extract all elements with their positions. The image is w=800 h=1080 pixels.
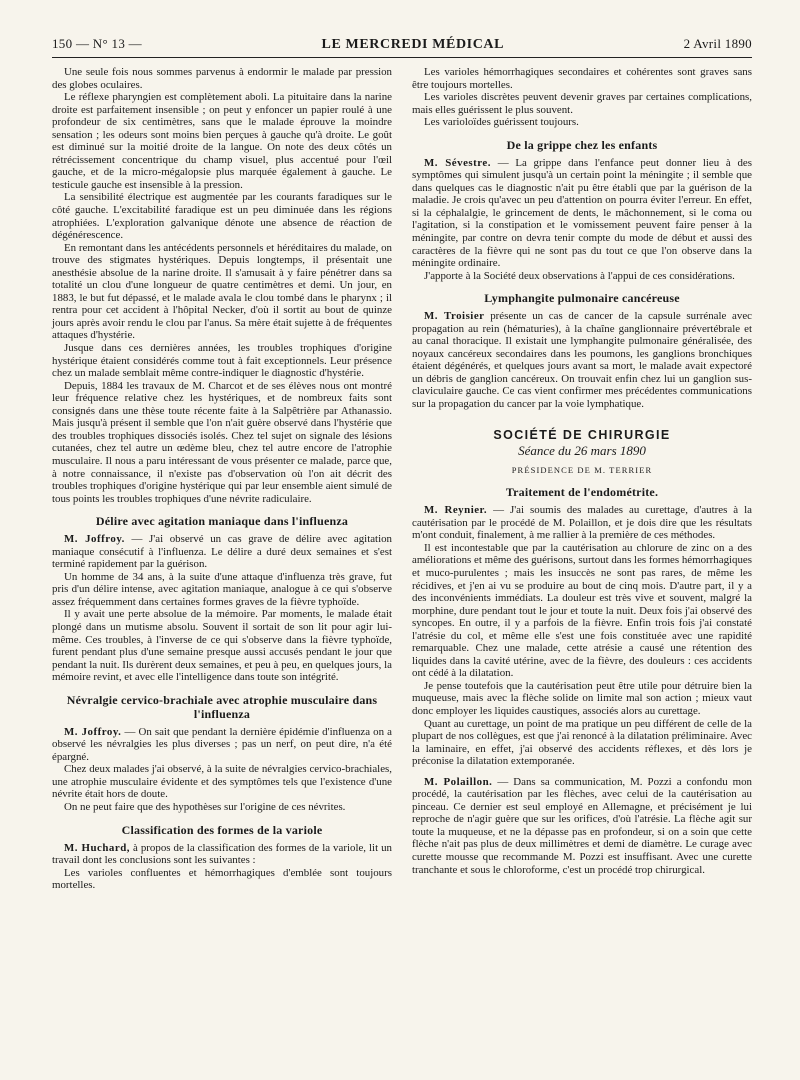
paragraph: [412, 157, 752, 270]
paragraph: [52, 726, 392, 764]
paragraph-text: présente un cas de cancer de la capsule surrénale avec propagation au rein (hématuries), à la chaîne ganglionnaire prévertébrale et au canal thoracique. Il existait une lymphangite pulmonaire généralisée, des noyaux cancéreux secondaires dans les poumons, les ganglions bronchiques étaient dégénérés, et quelques jours avant sa mort, le malade avait expectoré un débris de ganglion cancéreux. On trouvait enfin chez lui un ganglion sus-claviculaire gauche. Ce cas vient confirmer mes précédentes communications sur la propagation du cancer par la voie lymphatique.: [412, 310, 752, 411]
page-number: 150 — N° 13 —: [52, 36, 142, 51]
paragraph: [412, 776, 752, 876]
presidency-line: PRÉSIDENCE DE M. TERRIER: [511, 464, 653, 475]
paragraph: Quant au curettage, un point de ma pratique un peu différent de celle de la plupart de nos collègues, est que j'ai renoncé à la dilatation préliminaire. Avec la laminaire, en effet, j'ai observé des accidents réflexes, et dès lors je préconise la dilatation extemporanée.: [412, 717, 752, 768]
page-header: [52, 36, 752, 58]
right-column: [412, 66, 752, 892]
society-name: SOCIÉTÉ DE CHIRURGIE: [493, 427, 671, 442]
paragraph: Il est incontestable que par la cautérisation au chlorure de zinc on a des améliorations et même des guérisons, surtout dans les formes hémorrhagiques et muco-purulentes ; mais les insuccès ne sont pas rares, de même les récidives, et j'en ai vu se produire au bout de cinq mois. D'autre part, il y a des inconvénients immédiats. La douleur est très vive et souvent, malgré la morphine, dure pendant tout le jour et toute la nuit. Deux fois j'ai observé des syncopes. En outre, il y a parfois de la fièvre. Enfin trois fois j'ai constaté l'atrésie du col, et même elle s'est une fois constituée avec une rapidité remarquable. Chez une malade, cette atrésie a causé une rétention des liquides dans la cavité utérine, avec de la fièvre, des douleurs : ces accidents ont cédé à la dilatation.: [412, 541, 752, 680]
paragraph-text: à propos de la classification des formes de la variole, lit un travail dont les conclusions sont les suivantes :: [52, 841, 393, 867]
society-block: [412, 429, 752, 477]
paragraph: Un homme de 34 ans, à la suite d'une attaque d'influenza très grave, fut pris d'un délire intense, avec agitation maniaque, analogue à ce qui s'observe assez fréquemment dans certaines formes graves de la fièvre typhoïde.: [52, 570, 392, 608]
paragraph: En remontant dans les antécédents personnels et héréditaires du malade, on trouve des stigmates hystériques. Depuis longtemps, il présentait une anesthésie absolue de la narine droite. Il s'amusait à y faire pénétrer dans sa totalité un clou d'une longueur de quatre centimètres et demi. Un jour, en 1883, le but fut dépassé, et le malade avala le clou tombé dans le pharynx ; il rentra pour cet accident à l'hôpital Necker, d'où il sortit au bout de quinze jours après avoir rendu le clou par l'anus. Sa mère était sujette à de fréquentes attaques d'hystérie.: [52, 241, 392, 342]
session-date: Séance du 26 mars 1890: [518, 443, 646, 459]
paragraph: Les varioles confluentes et hémorrhagiques d'emblée sont toujours mortelles.: [52, 866, 392, 892]
paragraph: [412, 504, 752, 542]
speaker-name: M. Polaillon.: [424, 775, 493, 788]
paragraph: La sensibilité électrique est augmentée par les courants faradiques sur le côté gauche. L'excitabilité faradique est un peu diminuée dans les régions atrophiées. L'exploration galvanique dénote une absence de réaction de dégénérescence.: [52, 191, 392, 242]
paragraph-text: — J'ai soumis des malades au curettage, d'autres à la cautérisation par le procédé de M. Polaillon, et je dois dire que les résultats m'ont conduit, finalement, à me rallier à la première de ces méthodes.: [412, 504, 752, 542]
speaker-name: M. Huchard,: [64, 841, 130, 854]
speaker-name: M. Reynier.: [424, 504, 488, 517]
journal-title: LE MERCREDI MÉDICAL: [321, 37, 505, 52]
left-column: [52, 66, 392, 892]
speaker-name: M. Troisier: [424, 310, 485, 323]
paragraph: Les varioles hémorrhagiques secondaires et cohérentes sont graves sans être toujours mortelles.: [412, 66, 752, 91]
paragraph: Une seule fois nous sommes parvenus à endormir le malade par pression des globes oculaires.: [52, 66, 392, 91]
section-heading: Traitement de l'endométrite.: [505, 485, 659, 500]
section-heading: Délire avec agitation maniaque dans l'influenza: [95, 514, 349, 529]
paragraph: [52, 842, 392, 867]
paragraph-text: — J'ai observé un cas grave de délire avec agitation maniaque consécutif à l'influenza. Le délire a duré deux semaines et s'est terminé rapidement par la guérison.: [52, 533, 392, 571]
paragraph: Chez deux malades j'ai observé, à la suite de névralgies cervico-brachiales, une atrophie musculaire évidente et des symptômes tels que l'existence d'une névrite était hors de doute.: [52, 763, 392, 801]
paragraph: Les varioloïdes guérissent toujours.: [424, 116, 579, 129]
paragraph: Jusque dans ces dernières années, les troubles trophiques d'origine hystérique étaient considérés comme tout à fait exceptionnels. Leur présence chez un malade semblait même contre-indiquer le diagnostic d'hystérie.: [52, 342, 392, 380]
paragraph: On ne peut faire que des hypothèses sur l'origine de ces névrites.: [64, 800, 346, 813]
speaker-name: M. Joffroy.: [64, 533, 125, 546]
section-heading: De la grippe chez les enfants: [506, 137, 658, 152]
paragraph: Je pense toutefois que la cautérisation peut être utile pour détruire bien la muqueuse, mais avec la flèche solide on limite mal son action ; mieux vaut donc employer les liquides caustiques, associés alors au curettage.: [412, 679, 752, 717]
paragraph-text: — Dans sa communication, M. Pozzi a confondu mon procédé, la cautérisation par les flèches, avec celui de la cautérisation au pinceau. Ce dernier est seul employé en Allemagne, et précisément je lui reproche de n'agir guère que sur les orifices, d'où l'atrésie. La flèche agit sur toute la muqueuse, et ne la dépasse pas en profondeur, si on a soin que cette flèche n'ait pas plus de deux millimètres et demi de diamètre. Le curage avec curette mousse que recommande M. Pozzi est insuffisant. Avec une curette tranchante et sous le chloroforme, c'est un procédé trop chirurgical.: [412, 775, 752, 876]
text-columns: [52, 66, 752, 892]
speaker-name: M. Sévestre.: [424, 156, 491, 169]
section-heading: Névralgie cervico-brachiale avec atrophie musculaire dans l'influenza: [66, 692, 378, 721]
paragraph-text: — La grippe dans l'enfance peut donner lieu à des symptômes qui simulent jusqu'à un certain point la méningite ; il semble que dans quelques cas le diagnostic n'ait pu être établi que par la guérison de la maladie. Je crois qu'avec un peu d'attention on pourra éviter l'erreur. En effet, si la céphalalgie, le grincement de dents, le mâchonnement, si le coma ou l'agitation, si la constipation et le vomissement peuvent faire penser à la méningite, par contre on devra tenir compte du mode de début et aussi des caractères de la fièvre qui ne sont pas du tout ce que l'on observe dans la méningite ordinaire.: [412, 156, 752, 270]
paragraph: J'apporte à la Société deux observations à l'appui de ces considérations.: [424, 269, 735, 282]
section-heading: Classification des formes de la variole: [121, 822, 323, 837]
speaker-name: M. Joffroy.: [64, 725, 122, 738]
section-heading: Lymphangite pulmonaire cancéreuse: [484, 291, 680, 306]
issue-date: 2 Avril 1890: [683, 36, 752, 51]
paragraph: Depuis, 1884 les travaux de M. Charcot et de ses élèves nous ont montré leur fréquence relative chez les hystériques, et de nombreux faits sont consignés dans une thèse toute récente faite à la Salpêtrière par Athanassio. Mais jusqu'à présent il semble que l'on n'ait guère observé dans l'hystérie que des troubles trophiques dissociés isolés. Chez tel sujet on signale des lésions cutanées, chez tel autre un œdème bleu, chez tel autre encore de l'atrophie musculaire. Il nous a paru intéressant de vous présenter ce malade, parce que, à notre connaissance, il n'existe pas d'observation où l'on ait décrit des troubles trophiques d'origine hystérique qui par leur ensemble aient simulé de tous points les troubles trophiques d'une névrite radiculaire.: [52, 379, 392, 505]
paragraph: [52, 533, 392, 571]
paragraph: Les varioles discrètes peuvent devenir graves par certaines complications, mais elles guérissent le plus souvent.: [412, 91, 752, 116]
paragraph: Le réflexe pharyngien est complètement aboli. La pituitaire dans la narine droite est parfaitement insensible ; on peut y enfoncer un papier roulé à une profondeur de six centimètres, sans que le malade éprouve la moindre sensation ; les odeurs sont moins bien perçues à gauche qu'à droite. Le goût est diminué sur la moitié droite de la langue. On note des deux côtés un rétrécissement concentrique du champ visuel, plus accentué pour l'œil gauche, et de la micro-mégalopsie plus marquée également à gauche. Le testicule gauche est insensible à la pression.: [52, 91, 392, 191]
paragraph-text: — On sait que pendant la dernière épidémie d'influenza on a observé les névralgies les plus diverses ; pas un nerf, on peut dire, n'a été épargné.: [52, 725, 392, 763]
paragraph: [412, 310, 752, 410]
paragraph: Il y avait une perte absolue de la mémoire. Par moments, le malade était plongé dans un mutisme absolu. Souvent il sortait de son lit pour agir lui-même. Ces troubles, à l'inverse de ce qui s'observe dans la fièvre typhoïde, furent pendant plus d'une semaine presque aussi accusés pendant le jour que pendant la nuit. Ils durèrent deux semaines, et peu à peu, en quelques jours, la mémoire revint, et avec elle l'intelligence dans toute son intégrité.: [52, 608, 392, 684]
